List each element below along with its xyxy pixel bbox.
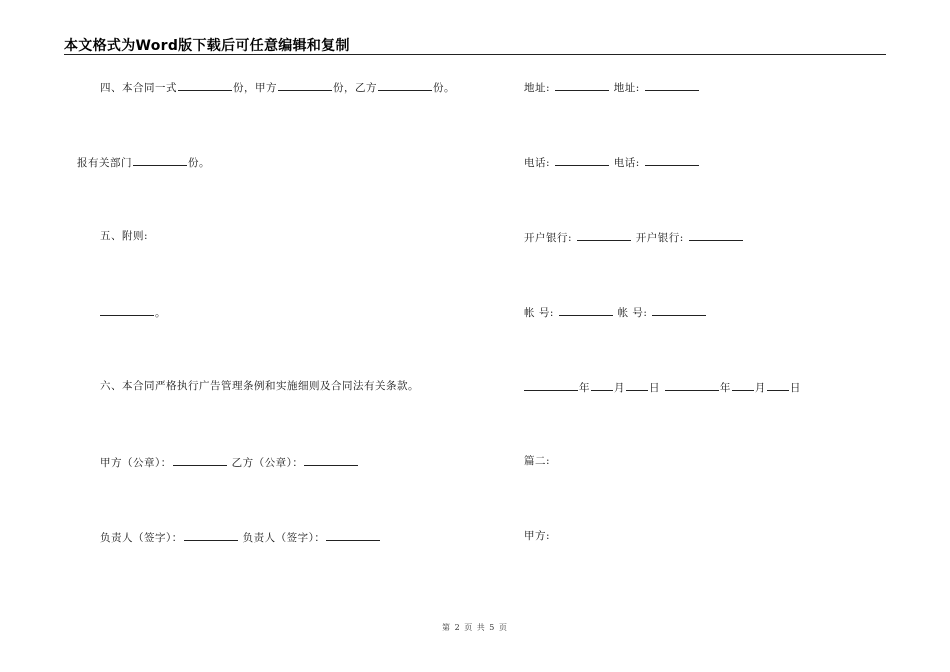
party-b-year-blank[interactable] xyxy=(665,379,719,391)
party-b-account-blank[interactable] xyxy=(652,304,706,316)
signature-line: 负责人（签字）： 负责人（签字）： xyxy=(100,529,381,545)
party-a-label: 甲方: xyxy=(524,530,551,542)
phone-line: 电话: 电话: xyxy=(524,154,700,170)
party-a-account-blank[interactable] xyxy=(559,304,613,316)
party-b-seal-blank[interactable] xyxy=(304,454,358,466)
party-a-month-blank[interactable] xyxy=(591,379,613,391)
date-line: 年 月 日 年 月 日 xyxy=(524,379,801,395)
page-footer: 第 2 页 共 5 页 xyxy=(442,623,508,632)
account-line: 帐 号: 帐 号: xyxy=(524,304,707,320)
party-a-copies-blank[interactable] xyxy=(278,79,332,91)
header-title: 本文格式为Word版下载后可任意编辑和复制 xyxy=(64,38,350,54)
party-b-address-blank[interactable] xyxy=(645,79,699,91)
page-header xyxy=(64,34,886,55)
copies-total-blank[interactable] xyxy=(178,79,232,91)
party-a-year-blank[interactable] xyxy=(524,379,578,391)
report-department-line: 报有关部门 份。 xyxy=(77,154,210,170)
party-a-address-blank[interactable] xyxy=(555,79,609,91)
party-a-phone-blank[interactable] xyxy=(555,154,609,166)
seal-line: 甲方（公章）： 乙方（公章）： xyxy=(100,454,359,470)
clause-four-line: 四、本合同一式 份，甲方 份，乙方 份。 xyxy=(100,79,455,95)
appendix-line: 。 xyxy=(100,304,166,320)
address-line: 地址: 地址: xyxy=(524,79,700,95)
party-b-phone-blank[interactable] xyxy=(645,154,699,166)
party-a-day-blank[interactable] xyxy=(626,379,648,391)
party-b-month-blank[interactable] xyxy=(732,379,754,391)
clause-five-heading: 五、附则: xyxy=(100,230,149,242)
bank-line: 开户银行: 开户银行: xyxy=(524,229,744,245)
department-copies-blank[interactable] xyxy=(133,154,187,166)
party-a-seal-blank[interactable] xyxy=(173,454,227,466)
party-b-bank-blank[interactable] xyxy=(689,229,743,241)
clause-six-line: 六、本合同严格执行广告管理条例和实施细则及合同法有关条款。 xyxy=(100,380,419,392)
party-a-signature-blank[interactable] xyxy=(184,529,238,541)
appendix-blank[interactable] xyxy=(100,304,154,316)
party-b-day-blank[interactable] xyxy=(767,379,789,391)
party-b-signature-blank[interactable] xyxy=(326,529,380,541)
section-two-heading: 篇二: xyxy=(524,455,551,467)
party-a-bank-blank[interactable] xyxy=(577,229,631,241)
party-b-copies-blank[interactable] xyxy=(378,79,432,91)
